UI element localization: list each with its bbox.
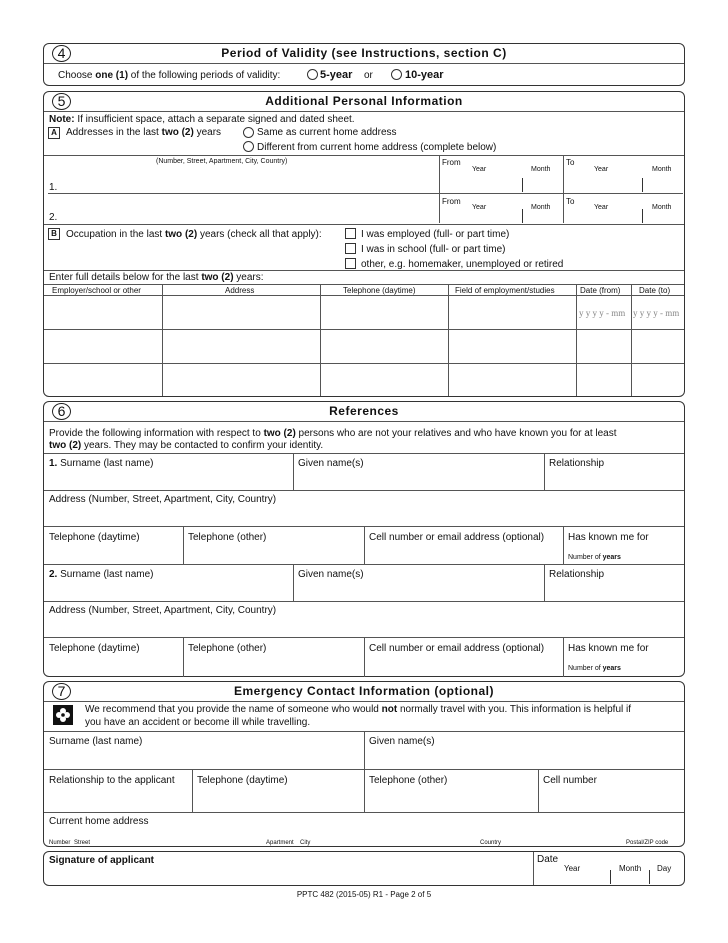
- emergency-relationship-label: Relationship to the applicant: [49, 775, 175, 786]
- ref1-address-label: Address (Number, Street, Apartment, City, Country): [49, 494, 277, 505]
- or-label: or: [364, 70, 373, 81]
- divider: [364, 731, 365, 769]
- from-label: From: [442, 158, 461, 167]
- sig-day-label: Day: [657, 864, 672, 873]
- divider: [439, 155, 440, 223]
- emergency-surname-label: Surname (last name): [49, 736, 143, 747]
- divider: [563, 526, 564, 564]
- option-10-year-label: 10-year: [405, 69, 444, 81]
- section-number: 4: [52, 45, 71, 62]
- flower-icon: [53, 705, 73, 725]
- part-b-label: B: [48, 228, 60, 240]
- ref2-tel-day-label: Telephone (daytime): [49, 643, 140, 654]
- ref1-surname-label: 1. Surname (last name): [49, 458, 154, 469]
- date-to-placeholder: y y y y - mm: [633, 308, 680, 318]
- same-address-label: Same as current home address: [257, 127, 397, 138]
- divider: [183, 526, 184, 564]
- section-7-header: [44, 682, 684, 702]
- page-footer: PPTC 482 (2015-05) R1 - Page 2 of 5: [296, 890, 432, 899]
- year-label: Year: [594, 204, 609, 211]
- divider: [563, 155, 564, 223]
- radio-different-address[interactable]: [243, 141, 254, 152]
- address-row-1: 1.: [49, 182, 58, 193]
- col-telephone: Telephone (daytime): [343, 286, 416, 295]
- radio-10-year[interactable]: [391, 69, 402, 80]
- recommendation-line1: We recommend that you provide the name of someone who would not normally travel with you. This information is helpful if: [85, 704, 632, 715]
- divider: [631, 284, 632, 396]
- divider: [293, 564, 294, 601]
- signature-date-label: Date: [537, 854, 559, 865]
- radio-5-year[interactable]: [307, 69, 318, 80]
- addr-sub-city: City: [300, 840, 311, 846]
- ref1-tel-other-label: Telephone (other): [188, 532, 267, 543]
- ref2-address-label: Address (Number, Street, Apartment, City, Country): [49, 605, 277, 616]
- divider: [522, 209, 523, 223]
- divider: [44, 284, 684, 285]
- ref2-tel-other-label: Telephone (other): [188, 643, 267, 654]
- divider: [44, 329, 684, 330]
- divider: [44, 490, 684, 491]
- sig-month-label: Month: [619, 864, 642, 873]
- addr-sub-apartment: Apartment: [266, 840, 294, 846]
- section-6-header: [44, 402, 684, 422]
- emergency-tel-day-label: Telephone (daytime): [197, 775, 288, 786]
- month-label: Month: [531, 204, 551, 211]
- divider: [44, 363, 684, 364]
- option-5-year-label: 5-year: [320, 69, 353, 81]
- emergency-address-label: Current home address: [49, 816, 149, 827]
- address-format-header: (Number, Street, Apartment, City, Country): [156, 158, 288, 165]
- divider: [44, 270, 684, 271]
- section-5-additional-info: [43, 91, 685, 397]
- radio-same-address[interactable]: [243, 127, 254, 138]
- section-number: 5: [52, 93, 71, 110]
- addr-sub-country: Country: [480, 840, 502, 846]
- details-instruction: Enter full details below for the last two (2) years:: [49, 272, 264, 283]
- ref1-years-caption: Number of years: [568, 554, 621, 561]
- sig-year-label: Year: [564, 864, 581, 873]
- divider: [576, 284, 577, 396]
- other-label: other, e.g. homemaker, unemployed or retired: [361, 259, 564, 270]
- checkbox-school[interactable]: [345, 243, 356, 254]
- divider: [522, 178, 523, 192]
- ref1-given-label: Given name(s): [298, 458, 364, 469]
- ref2-relationship-label: Relationship: [549, 569, 605, 580]
- addr-sub-postal: Postal/ZIP code: [626, 840, 669, 846]
- ref2-given-label: Given name(s): [298, 569, 364, 580]
- col-date-to: Date (to): [639, 286, 671, 295]
- addr-sub-number: Number: [49, 840, 71, 846]
- address-row-2: 2.: [49, 212, 58, 223]
- divider: [183, 637, 184, 677]
- col-address: Address: [225, 286, 255, 295]
- divider: [364, 637, 365, 677]
- month-label: Month: [652, 204, 672, 211]
- divider: [533, 852, 534, 885]
- section-number: 6: [52, 403, 71, 420]
- ref1-cell-email-label: Cell number or email address (optional): [369, 532, 545, 543]
- year-label: Year: [472, 166, 487, 173]
- divider: [44, 155, 684, 156]
- col-employer: Employer/school or other: [52, 286, 141, 295]
- checkbox-employed[interactable]: [345, 228, 356, 239]
- divider: [44, 453, 684, 454]
- divider: [44, 812, 684, 813]
- addr-sub-street: Street: [74, 840, 91, 846]
- ref2-known-label: Has known me for: [568, 643, 649, 654]
- divider: [44, 564, 684, 565]
- month-label: Month: [531, 166, 551, 173]
- divider: [44, 224, 684, 225]
- col-date-from: Date (from): [580, 286, 621, 295]
- divider: [44, 601, 684, 602]
- section-title: References: [329, 404, 399, 418]
- signature-box: [43, 851, 685, 886]
- divider: [448, 284, 449, 396]
- addresses-question: Addresses in the last two (2) years: [66, 127, 222, 138]
- emergency-given-label: Given name(s): [369, 736, 435, 747]
- divider: [162, 284, 163, 396]
- section-7-emergency-contact: [43, 681, 685, 847]
- divider: [44, 295, 684, 296]
- divider: [48, 193, 683, 194]
- divider: [538, 769, 539, 812]
- checkbox-other[interactable]: [345, 258, 356, 269]
- recommendation-line2: you have an accident or become ill while travelling.: [85, 717, 311, 728]
- section-6-references: [43, 401, 685, 677]
- divider: [192, 769, 193, 812]
- to-label: To: [566, 197, 575, 206]
- divider: [293, 453, 294, 490]
- emergency-tel-other-label: Telephone (other): [369, 775, 448, 786]
- date-from-placeholder: y y y y - mm: [579, 308, 626, 318]
- section-title: Emergency Contact Information (optional): [233, 684, 494, 698]
- part-a-label: A: [48, 127, 60, 139]
- divider: [544, 564, 545, 601]
- section-number: 7: [52, 683, 71, 700]
- note-text: Note: If insufficient space, attach a separate signed and dated sheet.: [49, 114, 355, 125]
- divider: [544, 453, 545, 490]
- divider: [563, 637, 564, 677]
- ref1-tel-day-label: Telephone (daytime): [49, 532, 140, 543]
- col-field: Field of employment/studies: [455, 286, 555, 295]
- ref2-years-caption: Number of years: [568, 665, 621, 672]
- divider: [320, 284, 321, 396]
- references-intro-line1: Provide the following information with respect to two (2) persons who are not your relatives and who have known you for at least: [49, 428, 617, 439]
- occupation-question: Occupation in the last two (2) years (check all that apply):: [66, 229, 322, 240]
- year-label: Year: [472, 204, 487, 211]
- divider: [642, 209, 643, 223]
- ref1-relationship-label: Relationship: [549, 458, 605, 469]
- divider: [364, 526, 365, 564]
- divider: [610, 870, 611, 884]
- employed-label: I was employed (full- or part time): [361, 229, 510, 240]
- month-label: Month: [652, 166, 672, 173]
- validity-instruction: Choose one (1) of the following periods of validity:: [58, 70, 281, 81]
- signature-label[interactable]: Signature of applicant: [49, 855, 155, 866]
- year-label: Year: [594, 166, 609, 173]
- to-label: To: [566, 158, 575, 167]
- section-title: Additional Personal Information: [265, 94, 463, 108]
- divider: [649, 870, 650, 884]
- references-intro-line2: two (2) years. They may be contacted to confirm your identity.: [49, 440, 324, 451]
- divider: [364, 769, 365, 812]
- ref1-known-label: Has known me for: [568, 532, 649, 543]
- section-4-header: [44, 44, 684, 64]
- divider: [642, 178, 643, 192]
- school-label: I was in school (full- or part time): [361, 244, 506, 255]
- emergency-cell-label: Cell number: [543, 775, 597, 786]
- section-4-period-of-validity: [43, 43, 685, 86]
- different-address-label: Different from current home address (complete below): [257, 142, 497, 153]
- ref2-surname-label: 2. Surname (last name): [49, 569, 154, 580]
- from-label: From: [442, 197, 461, 206]
- section-title: Period of Validity (see Instructions, section C): [221, 46, 507, 60]
- ref2-cell-email-label: Cell number or email address (optional): [369, 643, 545, 654]
- section-5-header: [44, 92, 684, 112]
